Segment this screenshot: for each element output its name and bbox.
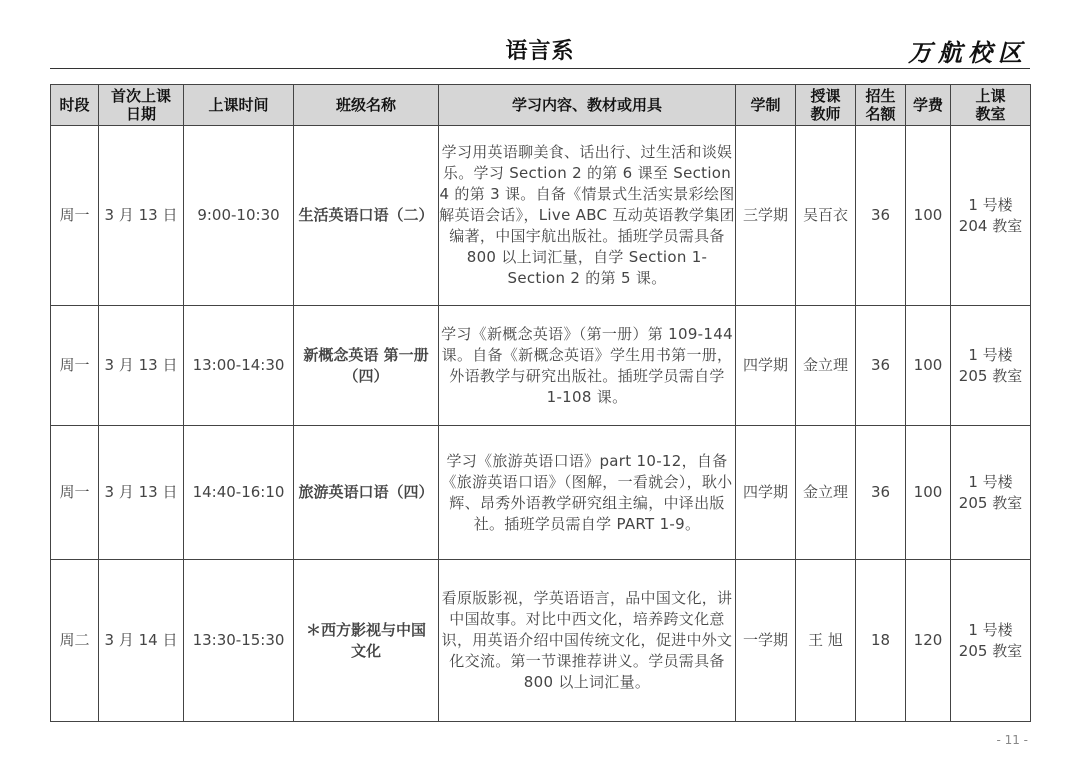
cell-quota: 36 <box>856 306 906 426</box>
header-term: 学制 <box>736 85 796 126</box>
cell-room: 1 号楼 205 教室 <box>951 426 1031 560</box>
header-fee: 学费 <box>906 85 951 126</box>
cell-teacher: 王 旭 <box>796 560 856 722</box>
header-time: 上课时间 <box>184 85 294 126</box>
cell-class-name: 新概念英语 第一册 （四） <box>294 306 439 426</box>
cell-room: 1 号楼 205 教室 <box>951 560 1031 722</box>
table-row <box>51 426 1031 560</box>
cell-teacher: 金立理 <box>796 306 856 426</box>
page-title: 语言系 <box>505 39 575 64</box>
cell-fee: 120 <box>906 560 951 722</box>
cell-period: 周一 <box>51 306 99 426</box>
table-row <box>51 560 1031 722</box>
cell-first-date: 3 月 13 日 <box>99 426 184 560</box>
cell-content: 看原版影视，学英语语言，品中国文化，讲中国故事。对比中西文化，培养跨文化意识，用英语介绍中国传统文化，促进中外文化交流。第一节课推荐讲义。学员需具备 800 以上词汇量。 <box>439 560 736 722</box>
header-divider <box>50 68 1030 69</box>
header-content: 学习内容、教材或用具 <box>439 85 736 126</box>
table-header-row <box>51 85 1031 126</box>
cell-quota: 36 <box>856 126 906 306</box>
cell-first-date: 3 月 14 日 <box>99 560 184 722</box>
table-row <box>51 126 1031 306</box>
cell-content: 学习《新概念英语》（第一册）第 109-144 课。自备《新概念英语》学生用书第一册，外语教学与研究出版社。插班学员需自学 1-108 课。 <box>439 306 736 426</box>
cell-fee: 100 <box>906 126 951 306</box>
header-room: 上课 教室 <box>951 85 1031 126</box>
cell-term: 一学期 <box>736 560 796 722</box>
cell-content: 学习用英语聊美食、话出行、过生活和谈娱乐。学习 Section 2 的第 6 课至 Section 4 的第 3 课。自备《情景式生活实景彩绘图解英语会话》，Live ABC 互动英语教学集团编著，中国宇航出版社。插班学员需具备 800 以上词汇量，自学 Section 1-Section 2 的第 5 课。 <box>439 126 736 306</box>
table-row <box>51 306 1031 426</box>
cell-teacher: 吴百衣 <box>796 126 856 306</box>
cell-period: 周二 <box>51 560 99 722</box>
header-teacher: 授课 教师 <box>796 85 856 126</box>
cell-quota: 36 <box>856 426 906 560</box>
cell-room: 1 号楼 205 教室 <box>951 306 1031 426</box>
cell-teacher: 金立理 <box>796 426 856 560</box>
course-schedule-table <box>50 84 1031 722</box>
header-quota: 招生 名额 <box>856 85 906 126</box>
cell-room: 1 号楼 204 教室 <box>951 126 1031 306</box>
cell-fee: 100 <box>906 426 951 560</box>
cell-period: 周一 <box>51 426 99 560</box>
cell-class-name: 生活英语口语（二） <box>294 126 439 306</box>
cell-first-date: 3 月 13 日 <box>99 126 184 306</box>
campus-name: 万航校区 <box>908 38 1028 67</box>
cell-time: 13:30-15:30 <box>184 560 294 722</box>
header-class-name: 班级名称 <box>294 85 439 126</box>
cell-period: 周一 <box>51 126 99 306</box>
cell-quota: 18 <box>856 560 906 722</box>
header-first-date: 首次上课 日期 <box>99 85 184 126</box>
cell-term: 四学期 <box>736 426 796 560</box>
page-number: - 11 - <box>996 733 1028 747</box>
cell-first-date: 3 月 13 日 <box>99 306 184 426</box>
cell-term: 三学期 <box>736 126 796 306</box>
cell-content: 学习《旅游英语口语》part 10-12，自备《旅游英语口语》（图解，一看就会），耿小辉、昂秀外语教学研究组主编，中译出版社。插班学员需自学 PART 1-9。 <box>439 426 736 560</box>
cell-fee: 100 <box>906 306 951 426</box>
cell-time: 14:40-16:10 <box>184 426 294 560</box>
header-period: 时段 <box>51 85 99 126</box>
cell-time: 9:00-10:30 <box>184 126 294 306</box>
cell-term: 四学期 <box>736 306 796 426</box>
cell-class-name: 旅游英语口语（四） <box>294 426 439 560</box>
cell-class-name: ＊西方影视与中国 文化 <box>294 560 439 722</box>
cell-time: 13:00-14:30 <box>184 306 294 426</box>
